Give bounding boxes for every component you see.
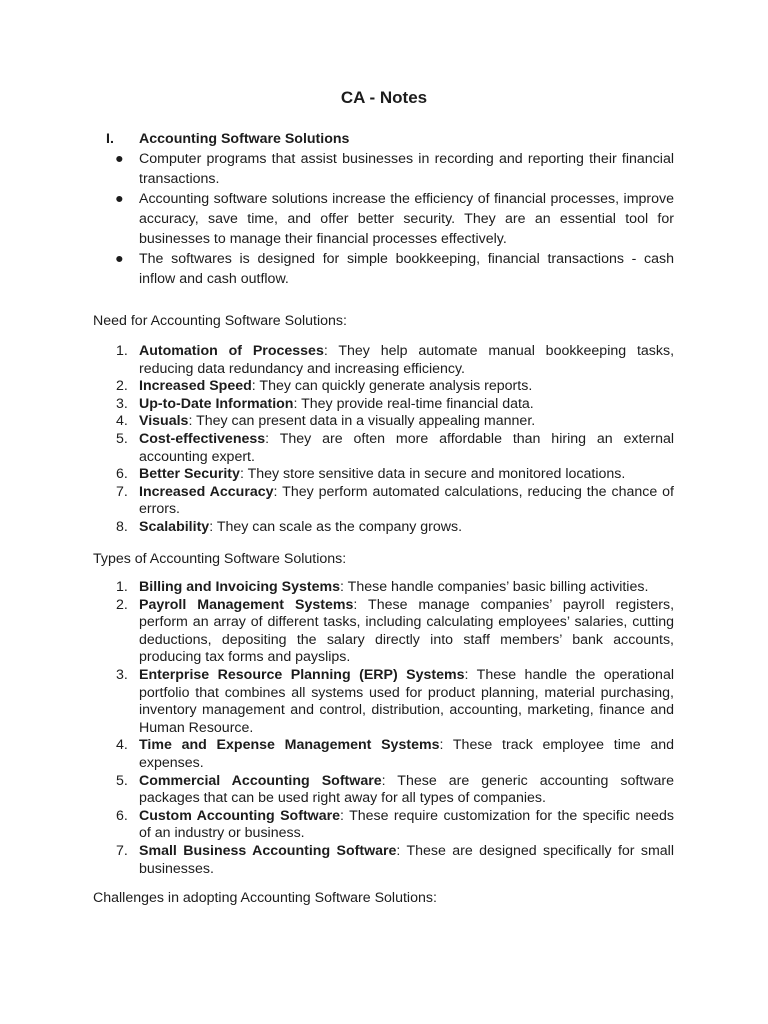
item-description: : These handle companies’ basic billing activities.: [340, 579, 649, 595]
item-number: 2.: [116, 596, 128, 613]
item-term: Commercial Accounting Software: [139, 772, 382, 789]
bullet-icon: ●: [115, 251, 124, 267]
item-number: 1.: [116, 343, 128, 359]
item-term: Time and Expense Management Systems: [139, 737, 440, 754]
list-item: [106, 149, 674, 189]
item-number: 3.: [116, 666, 128, 683]
section-numeral: I.: [106, 131, 114, 147]
list-item: [106, 519, 674, 537]
item-number: 5.: [116, 772, 128, 789]
item-description: : They help automate manual bookkeeping tasks, reducing data redundancy and increasing efficiency.: [139, 343, 675, 377]
item-term: Billing and Invoicing Systems: [139, 579, 341, 595]
list-item: [106, 431, 674, 466]
list-item: [106, 189, 674, 249]
item-description: : They can scale as the company grows.: [209, 518, 463, 535]
item-description: : They are often more affordable than hiring an external accounting expert.: [139, 430, 674, 465]
list-item: [106, 396, 674, 414]
bullet-icon: ●: [115, 151, 124, 167]
list-item: [106, 249, 674, 289]
bullet-text: The softwares is designed for simple bookkeeping, financial transactions - cash inflow and cash outflow.: [139, 251, 674, 287]
list-item: [106, 579, 674, 597]
item-description: : These are generic accounting software packages that can be used right away for all types of companies.: [139, 772, 674, 807]
item-number: 7.: [116, 842, 128, 859]
item-number: 7.: [116, 483, 128, 500]
item-term: Custom Accounting Software: [139, 807, 341, 824]
section-heading: [106, 129, 674, 149]
list-item: [106, 378, 674, 396]
item-term: Small Business Accounting Software: [139, 842, 397, 859]
item-number: 4.: [116, 413, 128, 430]
item-description: : They perform automated calculations, reducing the chance of errors.: [139, 483, 674, 518]
need-list: [106, 343, 674, 537]
page-title: CA - Notes: [340, 88, 428, 107]
item-number: 1.: [116, 579, 128, 595]
types-heading: Types of Accounting Software Solutions:: [93, 551, 347, 567]
item-number: 2.: [116, 378, 128, 395]
item-description: : These are designed specifically for small businesses.: [139, 842, 674, 877]
list-item: [106, 808, 674, 843]
item-term: Increased Speed: [139, 378, 252, 395]
list-item: [106, 597, 674, 667]
item-term: Enterprise Resource Planning (ERP) Systems: [139, 666, 465, 683]
item-number: 3.: [116, 395, 128, 412]
section-accounting-software: [106, 129, 674, 289]
item-term: Scalability: [139, 518, 210, 535]
item-term: Visuals: [139, 413, 189, 430]
item-number: 6.: [116, 807, 128, 824]
item-description: : These manage companies’ payroll registers, perform an array of different tasks, including calculating employees’ salaries, cutting deductions, depositing the salary directly into staff members’ bank accounts, producing tax forms and payslips.: [139, 596, 675, 666]
list-item: [106, 667, 674, 737]
bullet-text: Accounting software solutions increase the efficiency of financial processes, improve accuracy, save time, and offer better security. They are an essential tool for businesses to manage their financial processes effectively.: [139, 191, 674, 247]
list-item: [106, 466, 674, 484]
bullet-icon: ●: [115, 191, 124, 207]
item-number: 5.: [116, 430, 128, 447]
item-term: Cost-effectiveness: [139, 430, 266, 447]
bullet-list: [106, 149, 674, 289]
list-item: [106, 843, 674, 878]
section-heading-text: Accounting Software Solutions: [139, 131, 350, 147]
list-item: [106, 484, 674, 519]
item-description: : They can present data in a visually appealing manner.: [188, 413, 536, 430]
need-heading: Need for Accounting Software Solutions:: [93, 313, 347, 329]
item-term: Better Security: [139, 466, 240, 483]
list-item: [106, 737, 674, 772]
item-term: Automation of Processes: [139, 343, 324, 359]
item-term: Payroll Management Systems: [139, 596, 354, 613]
item-description: : These handle the operational portfolio that combines all systems used for product planning, material purchasing, inventory management and control, distribution, accounting, marketing, finance and Human Resource.: [139, 666, 674, 736]
item-number: 4.: [116, 737, 128, 754]
item-term: Increased Accuracy: [139, 483, 274, 500]
list-item: [106, 343, 674, 378]
challenges-heading: Challenges in adopting Accounting Software Solutions:: [93, 890, 437, 906]
list-item: [106, 773, 674, 808]
item-number: 6.: [116, 466, 128, 483]
types-list: [106, 579, 674, 878]
item-description: : These require customization for the specific needs of an industry or business.: [139, 807, 675, 842]
item-term: Up-to-Date Information: [139, 395, 294, 412]
bullet-text: Computer programs that assist businesses in recording and reporting their financial transactions.: [139, 151, 674, 187]
list-item: [106, 413, 674, 431]
item-description: : These track employee time and expenses.: [139, 737, 674, 771]
item-description: : They provide real-time financial data.: [293, 395, 534, 412]
item-number: 8.: [116, 518, 128, 535]
item-description: : They can quickly generate analysis reports.: [251, 378, 533, 395]
item-description: : They store sensitive data in secure and monitored locations.: [239, 466, 626, 483]
